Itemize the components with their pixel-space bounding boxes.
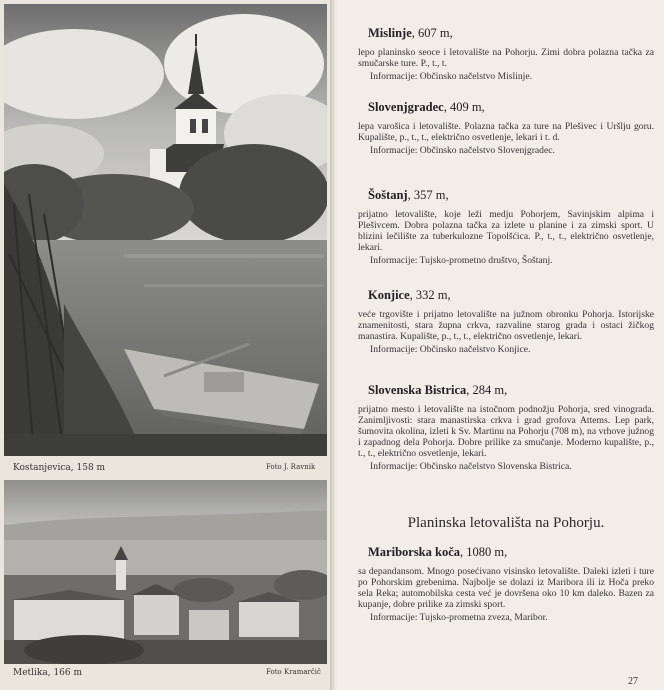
entry-mariborska-koca [358,545,654,623]
entry-info: Informacije: Občinsko načelstvo Slovenska Bistrica. [370,461,572,472]
entry-title: Mislinje, 607 m, [368,26,453,40]
entry-slovenska-bistrica [358,383,654,472]
entry-title: Šoštanj, 357 m, [368,188,449,202]
kostanjevica-photo [4,4,327,456]
entry-info: Informacije: Občinsko načelstvo Mislinje. [370,71,532,82]
top-photo-caption: Kostanjevica, 158 m [13,463,106,473]
section-heading: Planinska letovališta na Pohorju. [407,515,605,531]
entry-body: prijatno mesto i letovalište na istočnom podnožju Pohorja, sred vinograda. Zanimljivosti: stara manastirska crkva i grad grofova Attems. Lep park, šumovita okolina, izleti k Sv. Martinu na Pohorju (708 m), na vrhove južnog i zapadnog dela Pohorja. Dobre prilike za smučanje. Moderno kupalište, p., t., t., električno osvetlenje, lekari. [358,404,654,459]
entry-info: Informacije: Občinsko načelstvo Slovenjgradec. [370,145,555,156]
entry-body: lepa varošica i letovalište. Polazna tačka za ture na Plešivec i Uršlju goru. Kupalište, p., t., t., električno osvetlenje, lekari i t. d. [358,121,654,143]
entry-title: Slovenska Bistrica, 284 m, [368,383,508,397]
entry-body: sa depandansom. Mnogo posećivano visinsko letovalište. Daleki izleti i ture po Pohorskim grebenima. Najbolje se dolazi iz Maribora ili iz Hoča preko sela Reka; automobilska cesta već je dovršena oko 10 km daleko. Bazen za kupanje, dobre prilike za zimski sport. [358,566,654,610]
bottom-photo-credit: Foto Kramarčič [266,668,321,676]
entry-sostanj [358,188,654,266]
entry-mislinje [358,26,654,82]
page-number: 27 [628,676,638,687]
entry-info: Informacije: Tujsko-prometno društvo, Šoštanj. [370,255,553,266]
entry-title: Konjice, 332 m, [368,288,451,302]
entry-body: veće trgovište i prijatno letovalište na južnom obronku Pohorja. Istorijske znamenitosti, stara župna crkva, razvaline starog grada i ostaci žičkog manastira. Kupalište, p., t., t., električno osvetlenje, lekari. [358,309,654,342]
entry-konjice [358,288,654,355]
entry-title: Slovenjgradec, 409 m, [368,100,485,114]
entry-info: Informacije: Tujsko-prometna zveza, Maribor. [370,612,548,623]
entry-info: Informacije: Občinsko načelstvo Konjice. [370,344,531,355]
entry-body: lepo planinsko seoce i letovalište na Pohorju. Zimi dobra polazna tačka za smučarske ture. P., t., t. [358,47,654,69]
top-photo-credit: Foto J. Ravnik [266,463,316,471]
metlika-photo [4,480,327,664]
bottom-photo-caption: Metlika, 166 m [13,668,83,678]
entry-body: prijatno letovalište, koje leži medju Pohorjem, Savinjskim alpima i Plešivcem. Dobra polazna tačka za izlete u planine i za zimski sport. U blizini lečilište za tuberkulozne Topolšćica. P., t., t., električno osvetlenje, lekari. [358,209,654,253]
entry-slovenjgradec [358,100,654,156]
right-page [338,0,664,690]
entry-title: Mariborska koča, 1080 m, [368,545,508,559]
